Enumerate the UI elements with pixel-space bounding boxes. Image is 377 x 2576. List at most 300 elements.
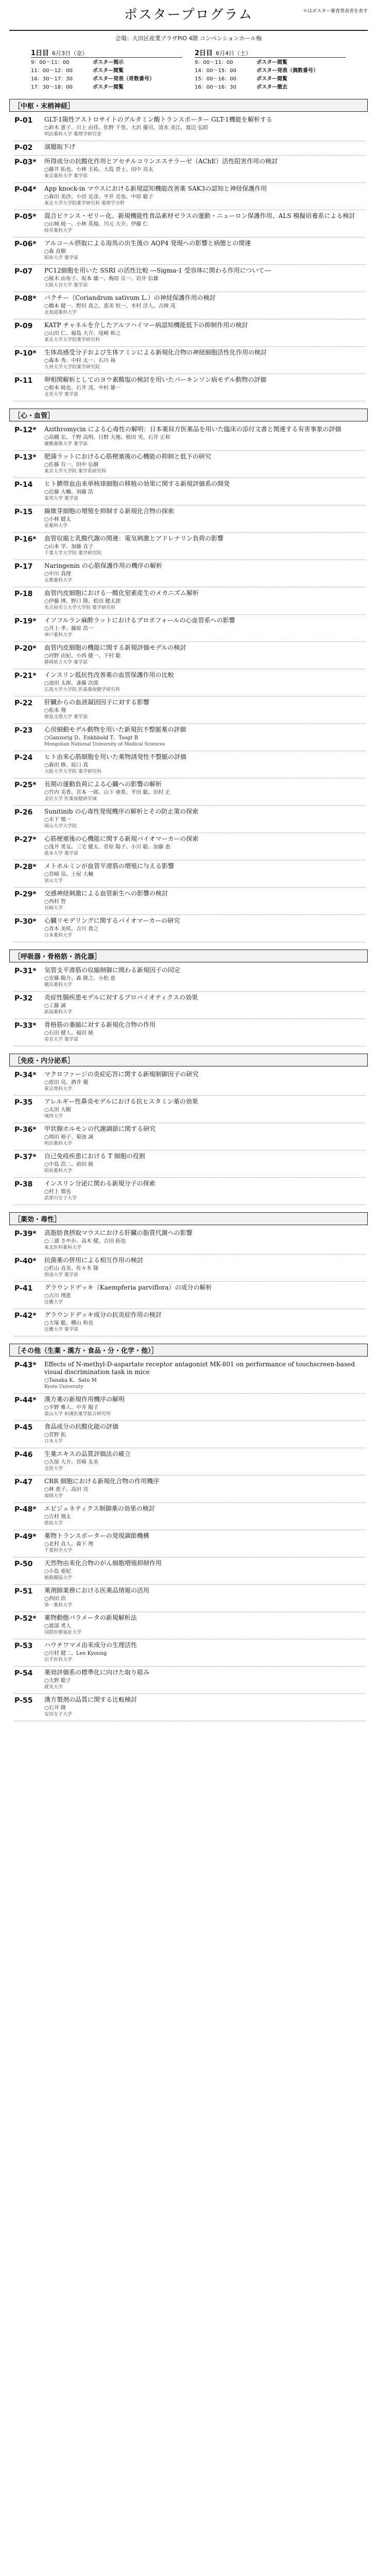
poster-affiliation: 神戸薬科大学: [44, 633, 73, 638]
poster-title: Azithromycin による心毒性の解明：日本薬局方医薬品を用いた臨床の添付文書と関連する有害事象の評価: [44, 426, 341, 433]
poster-authors: ○竹内 美香、宮本 一郎、山下 亜希、平田 聡、田村 正: [44, 790, 170, 795]
poster-entry: [14, 1309, 366, 1336]
slot-time: 9：00〜11：00: [195, 60, 233, 65]
poster-id: P-55: [14, 1697, 33, 1705]
poster-id: P-01: [14, 116, 33, 125]
slot-time: 16：30〜17：30: [31, 76, 73, 82]
poster-affiliation: 安田女子大学: [44, 1712, 73, 1717]
poster-body: [44, 726, 366, 748]
poster-affiliation: 第一薬科大学: [44, 1603, 73, 1608]
poster-id: P-28*: [14, 863, 37, 871]
poster-title: 漢方製剤の品質に関する比較検討: [44, 1696, 138, 1703]
poster-id: P-52*: [14, 1615, 37, 1623]
poster-entry: [14, 1667, 366, 1694]
poster-affiliation: 東京薬科大学 薬学部: [44, 174, 88, 179]
poster-authors: ○近藤 大輔、須藤 浩: [44, 489, 94, 495]
slot-time: 15：00〜16：00: [195, 76, 236, 82]
poster-authors: ○大野 聡子: [44, 1678, 71, 1684]
schedule-slot: [195, 83, 346, 92]
poster-id: P-46: [14, 1451, 33, 1459]
poster-body: [44, 349, 366, 370]
poster-id: P-03*: [14, 158, 37, 166]
poster-affiliation: 岩手医科大学: [44, 1657, 73, 1663]
poster-title: グラウンドデッキ（Kaempferia parviflora）の成分の解析: [44, 1284, 212, 1291]
poster-title: Naringenin の心筋保護作用の機序の解析: [44, 562, 162, 569]
poster-entry: [14, 860, 366, 888]
poster-entry: [14, 642, 366, 669]
poster-authors: ○井上 孝、藤原 浩一: [44, 626, 94, 632]
poster-affiliation: 東京理科大学: [44, 1087, 73, 1092]
poster-entry: [14, 587, 366, 615]
poster-id: P-40*: [14, 1257, 37, 1265]
poster-id: P-18: [14, 590, 33, 598]
schedule-slot: [195, 75, 346, 83]
poster-id: P-29*: [14, 890, 37, 899]
slot-time: 14：00〜15：00: [195, 68, 236, 74]
poster-id: P-13*: [14, 453, 37, 462]
poster-id: P-19*: [14, 617, 37, 625]
poster-entry: [14, 1394, 366, 1421]
poster-id: P-16*: [14, 535, 37, 544]
schedule-day: [31, 47, 182, 92]
poster-id: P-10*: [14, 349, 37, 358]
poster-body: [44, 1396, 366, 1417]
poster-entry: [14, 1421, 366, 1448]
poster-entry: [14, 560, 366, 587]
poster-id: P-30*: [14, 918, 37, 926]
poster-entry: [14, 1227, 366, 1255]
poster-title: 血管内皮細胞の機能に関する新規評価モデルの検討: [44, 644, 186, 651]
poster-authors: ○岡田 裕子、菊池 誠: [44, 1134, 94, 1140]
poster-body: [44, 1669, 366, 1690]
poster-body: [44, 1641, 366, 1663]
poster-id: P-36*: [14, 1126, 37, 1134]
poster-entry: [14, 183, 366, 210]
poster-title: 交感神経刺激による血管新生への影響の検討: [44, 890, 168, 897]
poster-title: 肥満ラットにおける心筋梗塞後の心機能の抑制と低下の研究: [44, 453, 211, 460]
poster-entry: [14, 1612, 366, 1639]
poster-entry: [14, 478, 366, 505]
poster-id: P-34*: [14, 1071, 37, 1079]
poster-entry: [14, 451, 366, 478]
poster-title: 薬物動態パラメータの新規解析法: [44, 1614, 137, 1621]
poster-body: [44, 835, 366, 857]
poster-body: [44, 267, 366, 289]
schedule-slot: [31, 75, 182, 83]
venue-text: 会場：大田区産業プラザPiO 4階 コンベンションホール梅: [115, 35, 262, 42]
poster-title: パクチー（Coriandrum sativum L.）の神経保護作用の検討: [44, 294, 216, 301]
poster-entry: [14, 1530, 366, 1557]
poster-entry: [14, 1096, 366, 1123]
poster-entry: [14, 697, 366, 724]
poster-title: ハウチワマメ由来成分の生理活性: [44, 1641, 138, 1649]
schedule-slot: [31, 67, 182, 75]
poster-affiliation: 東邦大学 薬学部: [44, 496, 78, 501]
poster-entry: [14, 319, 366, 347]
poster-body: [44, 1587, 366, 1608]
poster-title: インスリン抵抗性改善薬の血管保護作用の比較: [44, 671, 174, 679]
poster-affiliation: 熊本大学 薬学部: [44, 851, 78, 856]
poster-body: [44, 1423, 366, 1445]
poster-entry: [14, 1557, 366, 1585]
poster-affiliation: 日本大学: [44, 1439, 63, 1444]
poster-id: P-48*: [14, 1505, 37, 1514]
poster-authors: ○西村 智: [44, 899, 66, 905]
poster-authors: ○西田 浩: [44, 1596, 66, 1602]
poster-authors: ○吉村 翔太: [44, 1514, 71, 1520]
poster-title: App knock-in マウスにおける新規認知機能改善薬 SAK3の認知と神経保護作用: [44, 185, 267, 192]
poster-authors: ○北村 直人、森下 理: [44, 1541, 94, 1547]
poster-affiliation: 帝京大学 薬学部: [44, 1037, 78, 1042]
poster-body: [44, 143, 366, 152]
slot-time: 16：00〜16：30: [195, 84, 236, 90]
poster-authors: ○青木 美咲、吉川 貴之: [44, 926, 99, 932]
slot-label: ポスター閲覧: [256, 60, 287, 65]
poster-authors: ○宮崎 涼、土屋 大輔: [44, 872, 94, 877]
section-heading: ［呼吸器・骨格筋・消化器］: [9, 950, 368, 962]
poster-affiliation: 大阪大学大学院 薬学研究科: [44, 769, 101, 774]
poster-entry: [14, 374, 366, 401]
poster-authors: ○原田 亮、酒井 優: [44, 1080, 89, 1086]
poster-id: P-49*: [14, 1533, 37, 1541]
poster-body: [44, 453, 366, 474]
section-heading: ［その他（生薬・漢方・食品・分・化学・他）］: [9, 1344, 368, 1357]
poster-title: 甲状腺ホルモンの代謝調節に関する研究: [44, 1125, 156, 1132]
poster-title: Sunitinib の心毒性発現機序の解析とその防止策の探索: [44, 808, 199, 815]
poster-affiliation: 徳島文理大学 薬学部: [44, 715, 88, 720]
poster-id: P-24: [14, 754, 33, 762]
slot-time: 9：00〜11：00: [31, 60, 70, 65]
poster-authors: ○村上 慎也: [44, 1189, 71, 1195]
poster-body: [44, 158, 366, 179]
poster-title: ヒト由来心筋細胞を用いた薬物誘発性不整脈の評価: [44, 753, 187, 760]
poster-body: [44, 1560, 366, 1581]
poster-body: [44, 116, 366, 138]
poster-body: [44, 185, 366, 207]
poster-id: P-12*: [14, 426, 37, 434]
page-title: ポスタープログラム: [124, 7, 253, 23]
poster-entry: [14, 1255, 366, 1282]
poster-body: [44, 240, 366, 261]
poster-entry: [14, 778, 366, 806]
poster-id: P-02: [14, 144, 33, 152]
poster-entry: [14, 210, 366, 238]
poster-body: [44, 1450, 366, 1472]
poster-body: [44, 1505, 366, 1527]
poster-authors: ○杉山 直美、佐々木 隆: [44, 1266, 99, 1272]
poster-id: P-21*: [14, 672, 37, 680]
poster-title: 血管内皮細胞における一酸化窒素産生のメカニズム解析: [44, 589, 199, 597]
poster-id: P-54: [14, 1669, 33, 1677]
poster-entry: [14, 1069, 366, 1096]
poster-id: P-22: [14, 699, 33, 707]
poster-title: ヒト臍帯血由来単核球細胞の移植の効果に関する新規評価系の開発: [44, 480, 230, 487]
poster-affiliation: 姫路獨協大学: [44, 1575, 73, 1581]
poster-title: 気管支平滑筋の収縮制御に関わる新規因子の同定: [44, 967, 181, 974]
poster-id: P-15: [14, 508, 33, 516]
poster-title: GLT-1陽性アストロサイトのグルタミン酸トランスポーター GLT-1機能を解析する: [44, 116, 272, 123]
poster-affiliation: 東北大学大学院薬学研究科: [44, 337, 100, 343]
poster-id: P-38: [14, 1180, 33, 1189]
poster-body: [44, 1311, 366, 1333]
poster-authors: ○山田 仁、福島 大介、尾崎 和之: [44, 331, 121, 336]
poster-title: メトホルミンが血管平滑筋の増殖に与える影響: [44, 862, 175, 870]
poster-affiliation: 北陸大学: [44, 1466, 63, 1471]
poster-id: P-39*: [14, 1230, 37, 1238]
poster-id: P-09: [14, 322, 33, 330]
schedule-slot: [195, 59, 346, 67]
poster-id: P-50: [14, 1560, 33, 1568]
poster-body: [44, 1257, 366, 1278]
slot-time: 17：30〜18：00: [31, 84, 73, 90]
poster-id: P-05*: [14, 213, 37, 221]
poster-body: [44, 426, 366, 447]
day-heading: [31, 47, 182, 58]
poster-id: P-32: [14, 994, 33, 1003]
poster-entry: [14, 1150, 366, 1178]
poster-id: P-07: [14, 267, 33, 276]
schedule-slot: [195, 67, 346, 75]
poster-title: アレルギー性鼻炎モデルにおける抗ヒスタミン薬の効果: [44, 1098, 198, 1105]
poster-affiliation: 近畿大学: [44, 1300, 63, 1305]
poster-title: 漢方薬の新規作用機序の解明: [44, 1396, 125, 1403]
poster-body: [44, 617, 366, 638]
poster-authors: ○小林 健太: [44, 517, 71, 522]
poster-entry: [14, 1585, 366, 1612]
poster-body: [44, 699, 366, 720]
poster-authors: ○松本 翔: [44, 708, 66, 714]
poster-affiliation: 北海道薬科大学: [44, 310, 77, 315]
poster-id: P-37*: [14, 1153, 37, 1161]
poster-body: [44, 480, 366, 502]
poster-authors: ○木下 慎一: [44, 817, 71, 823]
poster-authors: ○浅井 勇気、三宅 健太、菅原 陽子、小川 聡、加藤 恵: [44, 844, 170, 850]
poster-affiliation: 武庫川女子大学: [44, 1196, 77, 1201]
poster-affiliation: 岡山大学大学院: [44, 824, 77, 829]
poster-authors: ○大塚 聡、横山 和也: [44, 1320, 94, 1326]
poster-body: [44, 644, 366, 666]
poster-id: P-11: [14, 377, 33, 385]
section-heading: ［薬効・毒性］: [9, 1212, 368, 1225]
poster-entry: [14, 238, 366, 265]
poster-authors: ○橋本 健一、野田 真之、恵美 恒一、木村 洋人、吉岡 茂: [44, 303, 176, 309]
poster-id: P-33*: [14, 1022, 37, 1030]
poster-affiliation: 富山大学: [44, 878, 63, 884]
poster-affiliation: 徳島大学: [44, 1521, 63, 1526]
poster-affiliation: 岐阜薬科大学: [44, 228, 73, 233]
poster-id: P-41: [14, 1284, 33, 1293]
poster-body: [44, 753, 366, 775]
poster-id: P-23: [14, 726, 33, 735]
day-heading: [195, 47, 346, 58]
poster-id: P-31*: [14, 967, 37, 975]
poster-title: 演題取下げ: [44, 143, 76, 150]
poster-body: [44, 781, 366, 802]
poster-affiliation: 千葉科学大学: [44, 1548, 73, 1553]
poster-id: P-06*: [14, 240, 37, 248]
poster-body: [44, 1614, 366, 1636]
poster-title: 骨格筋の萎縮に対する新規化合物の作用: [44, 1021, 156, 1028]
poster-body: [44, 1153, 366, 1174]
poster-title: マクロファージの炎症応答に関する新規制御因子の研究: [44, 1071, 199, 1078]
poster-body: [44, 507, 366, 529]
poster-entry: [14, 806, 366, 833]
poster-affiliation: Mongolian National University of Medical Sciences: [44, 742, 165, 747]
poster-title: 抗菌薬の併用による相互作用の検討: [44, 1257, 144, 1264]
poster-affiliation: 慶應義塾大学 薬学部: [44, 442, 88, 447]
poster-id: P-44*: [14, 1396, 37, 1404]
poster-body: [44, 294, 366, 316]
poster-affiliation: 昭和大学 薬学部: [44, 256, 78, 261]
day-date: 6月4日（土）: [216, 50, 252, 57]
poster-entry: [14, 114, 366, 141]
poster-body: [44, 321, 366, 343]
poster-body: [44, 808, 366, 829]
poster-entry: [14, 1694, 366, 1721]
poster-title: 心房細動モデル動物を用いた新規抗不整脈薬の評価: [44, 726, 186, 733]
poster-body: [44, 1284, 366, 1306]
poster-entry: [14, 505, 366, 533]
poster-affiliation: Kyoto University: [44, 1384, 83, 1389]
poster-title: 食品成分の抗酸化能の評価: [44, 1423, 119, 1430]
poster-authors: ○植木 由布子、坂本 雄一、梅原 京一、岩井 信雄: [44, 276, 159, 282]
poster-authors: ○森田 修、坂口 真: [44, 762, 89, 768]
poster-body: [44, 890, 366, 911]
poster-body: [44, 1125, 366, 1147]
slot-label: ポスター閲覧: [93, 84, 124, 90]
poster-body: [44, 562, 366, 584]
poster-entry: [14, 888, 366, 915]
poster-title: エピジェネティクス制御薬の効果の検討: [44, 1505, 155, 1512]
poster-affiliation: 横浜薬科大学: [44, 982, 73, 988]
poster-authors: ○林 恵子、高田 亮: [44, 1487, 89, 1493]
poster-title: インスリン分泌に関わる新規分子の探索: [44, 1180, 156, 1187]
poster-affiliation: 金沢大学 医薬保健研究域: [44, 796, 97, 802]
poster-authors: ○川村 健二、Lee Kyoung: [44, 1651, 107, 1656]
poster-authors: ○菅野 拓: [44, 1432, 66, 1438]
poster-title: 高脂肪食摂取マウスにおける肝臓の脂質代謝への影響: [44, 1229, 193, 1236]
poster-title: 炎症性腸疾患モデルに対するプロバイオティクスの効果: [44, 994, 198, 1001]
poster-id: P-26: [14, 808, 33, 817]
poster-affiliation: 城西大学: [44, 1114, 63, 1119]
poster-entry: [14, 833, 366, 860]
poster-body: [44, 967, 366, 988]
poster-affiliation: 明治薬科大学: [44, 1141, 73, 1146]
poster-entry: [14, 964, 366, 992]
poster-affiliation: 名古屋市立大学大学院 薬学研究科: [44, 605, 115, 611]
poster-id: P-25*: [14, 781, 37, 789]
poster-title: 薬効評価系の標準化に向けた取り組み: [44, 1669, 150, 1676]
poster-affiliation: 広島大学大学院 医歯薬保健学研究科: [44, 687, 120, 692]
poster-title: 心筋梗塞後の心機能に関する新規バイオマーカーの探索: [44, 835, 199, 842]
poster-authors: ○森田 美沙、小田 克彦、平井 克也、中原 聡子: [44, 194, 153, 200]
poster-entry: [14, 1178, 366, 1205]
poster-authors: ○工藤 誠: [44, 1003, 66, 1009]
poster-id: P-04*: [14, 185, 37, 194]
poster-entry: [14, 724, 366, 751]
page-header: [9, 0, 368, 31]
poster-affiliation: 国際医療福祉大学: [44, 1630, 82, 1635]
poster-body: [44, 671, 366, 693]
poster-id: P-53: [14, 1642, 33, 1650]
poster-entry: [14, 992, 366, 1019]
poster-affiliation: 福岡大学: [44, 1494, 63, 1499]
poster-body: [44, 1532, 366, 1554]
header-note: ＊はポスター審査発表者を表す: [302, 9, 368, 14]
poster-entry: [14, 1639, 366, 1667]
poster-body: [44, 1180, 366, 1201]
poster-body: [44, 1071, 366, 1092]
poster-body: [44, 212, 366, 234]
poster-body: [44, 862, 366, 884]
poster-title: PC12細胞を用いた SSRI の活性比較 ―Sigma-1 受容体に関わる作用について―: [44, 267, 271, 274]
poster-entry: [14, 1359, 366, 1394]
poster-authors: ○安藤 陽介、森 隆之、小松 恵: [44, 976, 116, 981]
slot-time: 11：00〜12：00: [31, 68, 73, 74]
poster-title: 生薬エキスの品質評価法の確立: [44, 1450, 131, 1458]
poster-affiliation: 昭和薬科大学: [44, 1168, 73, 1174]
day-label: 1日目: [31, 49, 49, 57]
section-heading: ［心・血管］: [9, 409, 368, 421]
poster-affiliation: 近畿大学 薬学部: [44, 1327, 78, 1332]
poster-entry: [14, 347, 366, 374]
day-date: 6月3日（金）: [52, 50, 88, 57]
slot-label: ポスター掲示: [93, 60, 124, 65]
poster-affiliation: 九州大学大学院薬学研究院: [44, 365, 100, 370]
poster-id: P-14: [14, 481, 33, 489]
poster-title: アルコール摂取による海馬の出生後の AQP4 発現への影響と病態との関連: [44, 240, 251, 247]
schedule-slot: [31, 83, 182, 92]
poster-affiliation: 就実大学: [44, 1685, 63, 1690]
slot-label: ポスター撤去: [256, 84, 287, 90]
poster-affiliation: 長崎大学: [44, 906, 63, 911]
poster-authors: ○太田 大樹: [44, 1107, 71, 1113]
poster-affiliation: 千葉大学大学院 薬学研究院: [44, 551, 101, 556]
poster-entry: [14, 1019, 366, 1046]
poster-authors: ○古川 理恵: [44, 1293, 71, 1299]
poster-title: KATP チャネルを介したアルツハイマー病認知機能低下の抑制作用の検討: [44, 321, 248, 329]
poster-id: P-08*: [14, 295, 37, 303]
poster-affiliation: 日本薬科大学: [44, 933, 73, 938]
poster-title: 所得成分の抗酸化作用とアセチルコリンエステラーゼ（AChE）活性阻害作用の検討: [44, 158, 278, 165]
poster-authors: ○小島 亜紀: [44, 1569, 71, 1574]
poster-authors: ○高橋 宏、千野 高明、日野 大地、植田 実、石井 正和: [44, 435, 170, 440]
poster-title: 心臓リモデリングに関するバイオマーカーの研究: [44, 917, 180, 924]
poster-title: 肝臓からの血液凝固因子に対する影響: [44, 699, 150, 706]
section-heading: ［免疫・内分泌系］: [9, 1054, 368, 1066]
poster-body: [44, 1361, 366, 1390]
poster-authors: ○平野 雅人、中井 陽子: [44, 1405, 99, 1411]
poster-entry: [14, 533, 366, 560]
poster-body: [44, 589, 366, 611]
poster-affiliation: 東北医科薬科大学: [44, 1245, 82, 1250]
slot-label: ポスター閲覧: [256, 76, 287, 82]
poster-authors: ○森 直樹: [44, 249, 66, 255]
poster-authors: ○中川 真理: [44, 571, 71, 577]
poster-affiliation: 東京大学大学院 薬学系研究科: [44, 469, 106, 474]
poster-title: 薬物トランスポーターの発現調節機構: [44, 1532, 149, 1539]
poster-title: 薬剤師業務における医薬品情報の活用: [44, 1587, 150, 1594]
poster-affiliation: 星薬科大学: [44, 523, 68, 529]
poster-affiliation: 新潟薬科大学: [44, 1010, 73, 1015]
poster-body: [44, 535, 366, 556]
poster-entry: [14, 669, 366, 697]
poster-id: P-43*: [14, 1361, 37, 1369]
poster-title: 血管収縮と乳酸代謝の関連：電気刺激とアドレナリン負荷の影響: [44, 535, 224, 542]
poster-body: [44, 1478, 366, 1499]
schedule: [31, 47, 346, 92]
poster-entry: [14, 265, 366, 292]
